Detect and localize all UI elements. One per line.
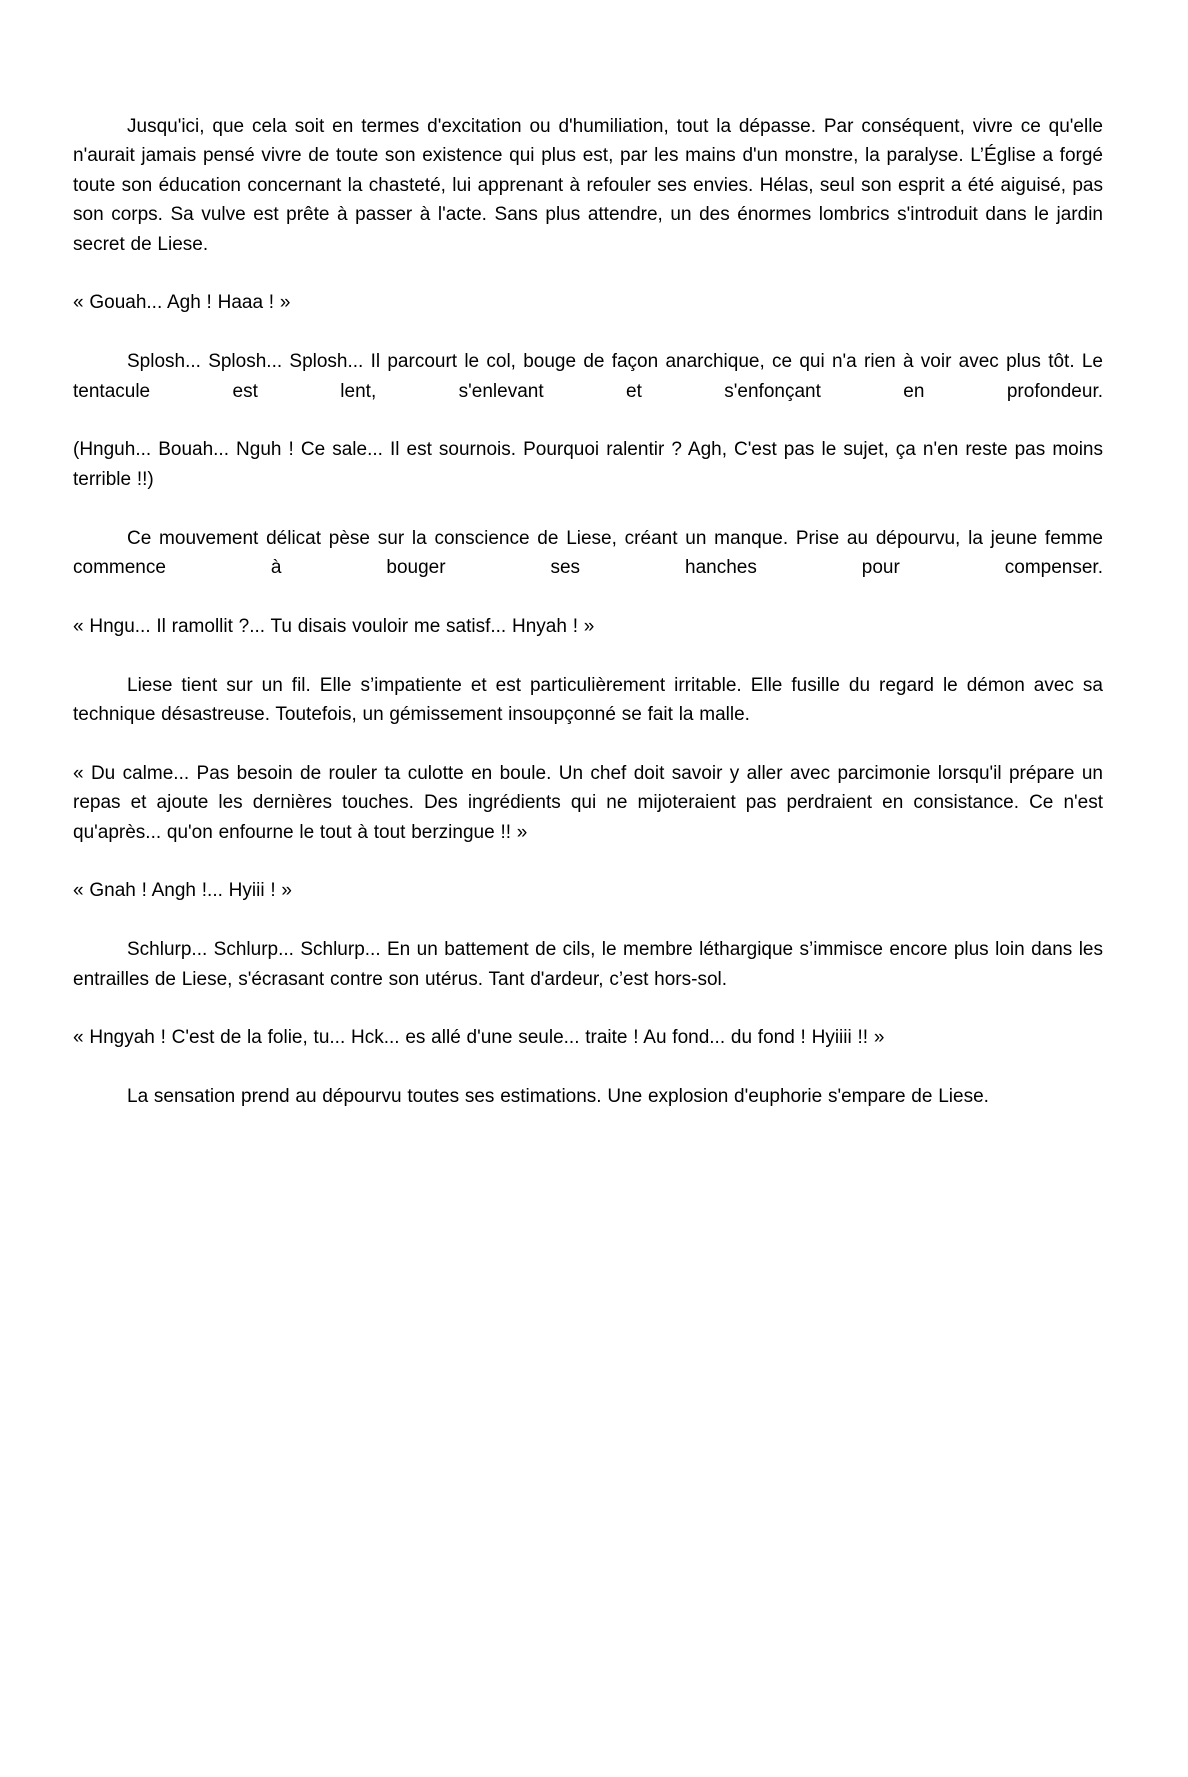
narration-paragraph: Ce mouvement délicat pèse sur la conscience de Liese, créant un manque. Prise au dépourvu, la jeune femme commence à bouger ses hanches pour compenser. (73, 527, 1103, 579)
narration-paragraph: La sensation prend au dépourvu toutes ses estimations. Une explosion d'euphorie s'empare de Liese. (127, 1086, 989, 1108)
dialogue-paragraph: « Gouah... Agh ! Haaa ! » (73, 292, 291, 314)
dialogue-paragraph: « Hngu... Il ramollit ?... Tu disais vouloir me satisf... Hnyah ! » (73, 615, 595, 637)
dialogue-paragraph: « Du calme... Pas besoin de rouler ta culotte en boule. Un chef doit savoir y aller avec parcimonie lorsqu'il prépare un repas et ajoute les dernières touches. Des ingrédients qui ne mijoteraient pas perdraient en consistance. Ce n'est qu'après... qu'on enfourne le tout à tout berzingue !! » (73, 762, 1103, 843)
narration-paragraph: Splosh... Splosh... Splosh... Il parcourt le col, bouge de façon anarchique, ce qui n'a rien à voir avec plus tôt. Le tentacule est lent, s'enlevant et s'enfonçant en profondeur. (73, 351, 1103, 402)
narration-paragraph: Schlurp... Schlurp... Schlurp... En un battement de cils, le membre léthargique s’immisce encore plus loin dans les entrailles de Liese, s'écrasant contre son utérus. Tant d'ardeur, c’est hors-sol. (73, 939, 1103, 990)
inner-thought-paragraph: (Hnguh... Bouah... Nguh ! Ce sale... Il est sournois. Pourquoi ralentir ? Agh, C'est pas le sujet, ça n'en reste pas moins terrible !!) (73, 439, 1103, 490)
document-body (73, 112, 1103, 1112)
narration-paragraph: Liese tient sur un fil. Elle s’impatiente et est particulièrement irritable. Elle fusille du regard le démon avec sa technique désastreuse. Toutefois, un gémissement insoupçonné se fait la malle. (73, 674, 1103, 726)
dialogue-paragraph: « Hngyah ! C'est de la folie, tu... Hck... es allé d'une seule... traite ! Au fond... du fond ! Hyiiii !! » (73, 1027, 885, 1049)
narration-paragraph: Jusqu'ici, que cela soit en termes d'excitation ou d'humiliation, tout la dépasse. Par conséquent, vivre ce qu'elle n'aurait jamais pensé vivre de toute son existence qui plus est, par les mains d'un monstre, la paralyse. L’Église a forgé toute son éducation concernant la chasteté, lui apprenant à refouler ses envies. Hélas, seul son esprit a été aiguisé, pas son corps. Sa vulve est prête à passer à l'acte. Sans plus attendre, un des énormes lombrics s'introduit dans le jardin secret de Liese. (73, 116, 1103, 255)
dialogue-paragraph: « Gnah ! Angh !... Hyiii ! » (73, 880, 292, 902)
